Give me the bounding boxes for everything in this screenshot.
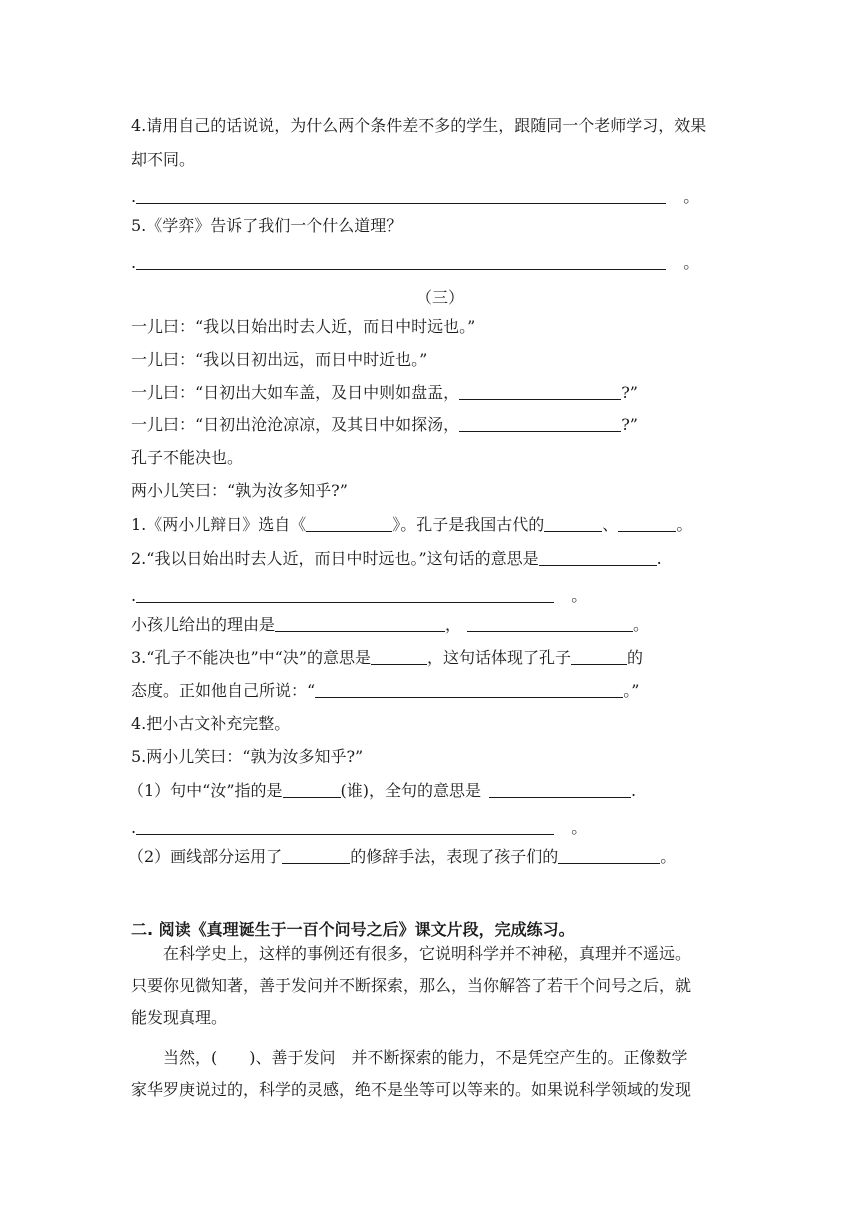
fill-blank[interactable] bbox=[459, 417, 621, 432]
fill-blank[interactable] bbox=[306, 517, 392, 532]
fill-blank[interactable] bbox=[315, 683, 623, 698]
fill-blank[interactable] bbox=[275, 617, 445, 632]
fill-blank[interactable] bbox=[544, 517, 602, 532]
text-line-3: 一儿曰：“日初出大如车盖，及日中则如盘盂， ?” bbox=[131, 383, 638, 402]
answer-blank[interactable] bbox=[136, 189, 666, 204]
section-3-title: （三） bbox=[415, 288, 464, 307]
answer-line-q4: . 。 bbox=[131, 187, 700, 206]
text-line-2: 一儿曰：“我以日初出远，而日中时近也。” bbox=[131, 350, 428, 369]
fill-blank[interactable] bbox=[489, 783, 631, 798]
text-line-6: 两小儿笑曰：“孰为汝多知乎?” bbox=[131, 481, 348, 500]
answer-line-q5: . 。 bbox=[131, 253, 700, 272]
question-3-2: 2.“我以日始出时去人近，而日中时远也。”这句话的意思是 . bbox=[131, 549, 662, 568]
question-5: 5.《学弈》告诉了我们一个什么道理？ bbox=[131, 216, 403, 235]
section-2-heading: 二. 阅读《真理诞生于一百个问号之后》课文片段，完成练习。 bbox=[131, 920, 575, 939]
question-4-line-2: 却不同。 bbox=[131, 150, 196, 169]
question-3-3-line-1: 3.“孔子不能决也”中“决”的意思是 ，这句话体现了孔子 的 bbox=[131, 648, 644, 667]
fill-blank[interactable] bbox=[467, 617, 633, 632]
fill-blank[interactable] bbox=[618, 517, 676, 532]
answer-blank[interactable] bbox=[136, 255, 666, 270]
passage-para-1-line-3: 能发现真理。 bbox=[131, 1008, 228, 1027]
passage-para-2-line-2: 家华罗庚说过的，科学的灵感，绝不是坐等可以等来的。如果说科学领域的发现 bbox=[131, 1080, 692, 1099]
question-4-line-1: 4.请用自己的话说说，为什么两个条件差不多的学生，跟随同一个老师学习，效果 bbox=[131, 116, 707, 135]
fill-blank[interactable] bbox=[371, 650, 427, 665]
fill-blank[interactable] bbox=[558, 849, 660, 864]
passage-para-1-line-2: 只要你见微知著，善于发问并不断探索，那么，当你解答了若干个问号之后，就 bbox=[131, 976, 692, 995]
question-3-4: 4.把小古文补充完整。 bbox=[131, 714, 291, 733]
text-line-5: 孔子不能决也。 bbox=[131, 448, 244, 467]
question-3-5: 5.两小儿笑曰：“孰为汝多知乎?” bbox=[131, 747, 364, 766]
question-3-1: 1.《两小儿辩日》选自《 》。孔子是我国古代的 、 。 bbox=[131, 515, 693, 534]
question-3-5-1: （1）句中“汝”指的是 (谁)，全句的意思是 . bbox=[128, 781, 637, 800]
question-3-3-line-2: 态度。正如他自己所说：“ 。” bbox=[131, 681, 640, 700]
question-3-5-2: （2）画线部分运用了 的修辞手法，表现了孩子们的 。 bbox=[128, 847, 677, 866]
passage-para-1-line-1: 在科学史上，这样的事例还有很多，它说明科学并不神秘，真理并不遥远。 bbox=[163, 944, 692, 963]
passage-para-2-line-1: 当然，( )、善于发问 并不断探索的能力，不是凭空产生的。正像数学 bbox=[163, 1048, 688, 1067]
fill-blank[interactable] bbox=[571, 650, 627, 665]
fill-blank[interactable] bbox=[283, 783, 341, 798]
answer-line-3-2: . 。 bbox=[131, 586, 588, 605]
fill-blank[interactable] bbox=[459, 385, 621, 400]
answer-blank[interactable] bbox=[136, 588, 554, 603]
text-line-4: 一儿曰：“日初出沧沧凉凉，及其日中如探汤， ?” bbox=[131, 415, 638, 434]
answer-blank[interactable] bbox=[136, 820, 554, 835]
answer-line-3-5: . 。 bbox=[131, 818, 588, 837]
fill-blank[interactable] bbox=[282, 849, 350, 864]
question-3-2-reason: 小孩儿给出的理由是 ， 。 bbox=[131, 615, 650, 634]
text-line-1: 一儿曰：“我以日始出时去人近，而日中时远也。” bbox=[131, 317, 476, 336]
fill-blank[interactable] bbox=[539, 551, 657, 566]
